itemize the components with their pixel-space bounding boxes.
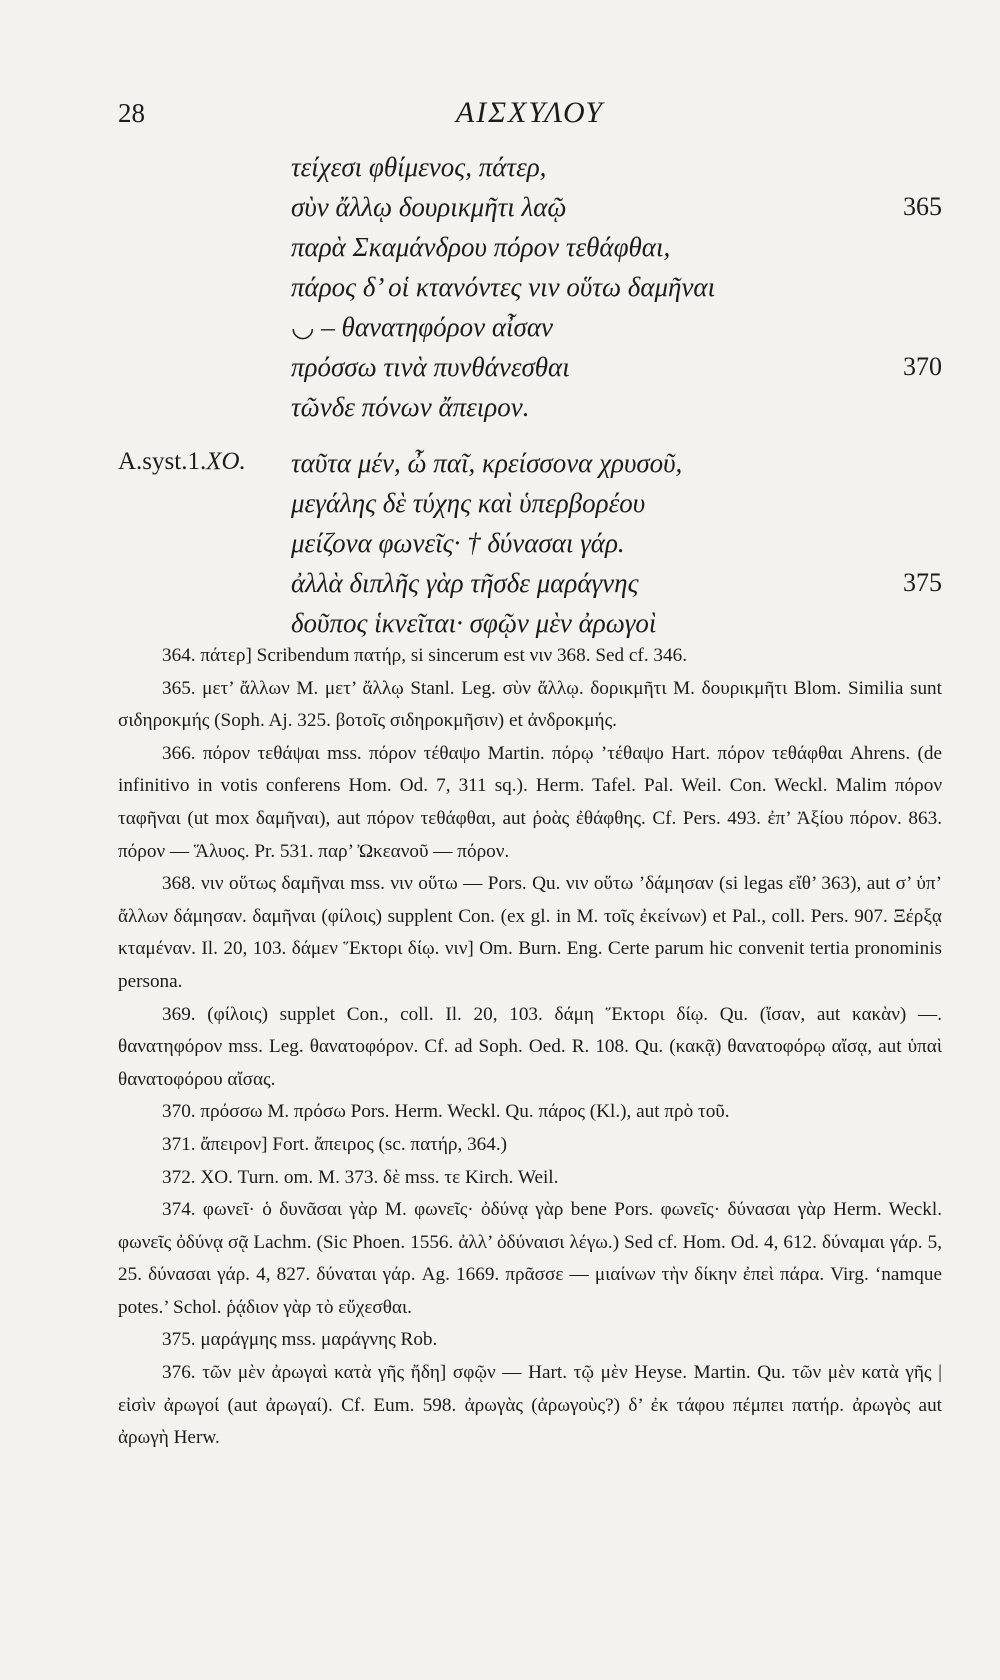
verse-text: μεγάλης δὲ τύχης καὶ ὑπερβορέου: [291, 488, 646, 518]
verse-text: τείχεσι φθίμενος, πάτερ,: [291, 152, 547, 182]
verse-text: ταῦτα μέν, ὦ παῖ, κρείσσονα χρυσοῦ,: [291, 448, 683, 478]
verse-text: τῶνδε πόνων ἄπειρον.: [291, 392, 530, 422]
apparatus-note: 364. πάτερ] Scribendum πατήρ, si sincerum est νιν 368. Sed cf. 346.: [162, 645, 687, 666]
system-marker: A.syst.1.: [118, 448, 207, 475]
verse-text: μείζονα φωνεῖς· † δύνασαι γάρ.: [291, 528, 625, 558]
verse-text: ἀλλὰ διπλῆς γὰρ τῆσδε μαράγνης: [291, 568, 639, 598]
verse-text: δοῦπος ἱκνεῖται· σφῷν μὲν ἀρωγοὶ: [291, 608, 657, 638]
verse-text: παρὰ Σκαμάνδρου πόρον τεθάφθαι,: [291, 232, 671, 262]
verse-line: [118, 352, 942, 392]
verse-text: σὺν ἄλλῳ δουρικμῆτι λαῷ: [291, 192, 567, 222]
running-title: ΑΙΣΧΥΛΟΥ: [455, 96, 605, 129]
line-number: 365: [903, 192, 942, 221]
apparatus-note: 371. ἄπειρον] Fort. ἄπειρος (sc. πατήρ, 364.): [162, 1133, 508, 1155]
verse-line: [118, 448, 942, 488]
apparatus-note: 372. ΧΟ. Turn. om. M. 373. δὲ mss. τε Kirch. Weil.: [162, 1166, 559, 1188]
verse-line: [118, 272, 942, 312]
line-number: 375: [903, 568, 942, 597]
apparatus-note: 368. νιν οὕτως δαμῆναι mss. νιν οὕτω — Pors. Qu. νιν οὕτω ’δάμησαν (si legas εἴθ’ 363), aut σ’ ὑπ’ ἄλλων δάμησαν. δαμῆναι (φίλοις) supplent Con. (ex gl. in M. τοῖς ἐκείνων) et Pal., coll. Pers. 907. Ξέρξᾳ κταμέναν. Il. 20, 103. δάμεν Ἕκτορι δίῳ. νιν] Om. Burn. Eng. Certe parum hic convenit tertia pronominis persona.: [118, 873, 942, 992]
page-number: 28: [118, 98, 145, 128]
apparatus-note: 375. μαράγμης mss. μαράγνης Rob.: [162, 1329, 438, 1351]
apparatus-note: 370. πρόσσω M. πρόσω Pors. Herm. Weckl. Qu. πάρος (Kl.), aut πρὸ τοῦ.: [162, 1101, 730, 1123]
page-header: [118, 98, 942, 138]
verse-line: [118, 568, 942, 608]
apparatus-note: 366. πόρον τεθάψαι mss. πόρον τέθαψο Martin. πόρῳ ’τέθαψο Hart. πόρον τεθάφθαι Ahrens. (de infinitivo in votis conferens Hom. Od. 7, 311 sq.). Herm. Tafel. Pal. Weil. Con. Weckl. Malim πόρον ταφῆναι (ut mox δαμῆναι), aut πόρον τεθάφθαι, aut ῥοὰς ἐθάφθης. Cf. Pers. 493. ἐπ’ Ἀξίου πόρον. 863. πόρον — Ἅλυος. Pr. 531. παρ’ Ὠκεανοῦ — πόρον.: [118, 742, 942, 862]
apparatus-note: 376. τῶν μὲν ἀρωγαὶ κατὰ γῆς ἤδη] σφῷν — Hart. τῷ μὲν Heyse. Martin. Qu. τῶν μὲν κατὰ γῆς | εἰσὶν ἀρωγοί (aut ἀρωγαί). Cf. Eum. 598. ἀρωγὰς (ἀρωγοὺς?) δ’ ἐκ τάφου πέμπει πατήρ. ἀρωγὸς aut ἀρωγὴ Herw.: [118, 1362, 942, 1449]
system-label: [118, 448, 246, 476]
verse-line: [118, 528, 942, 568]
apparatus-note: 365. μετ’ ἄλλων M. μετ’ ἄλλῳ Stanl. Leg. σὺν ἄλλῳ. δορικμῆτι M. δουρικμῆτι Blom. Similia sunt σιδηροκμής (Soph. Aj. 325. βοτοῖς σιδηροκμῆσιν) et ἀνδροκμής.: [118, 677, 942, 732]
verse-text: πάρος δ’ οἱ κτανόντες νιν οὕτω δαμῆναι: [291, 272, 716, 302]
verse-line: [118, 312, 942, 352]
verse-line: [118, 488, 942, 528]
apparatus-note: 369. (φίλοις) supplet Con., coll. Il. 20, 103. δάμη Ἕκτορι δίῳ. Qu. (ἴσαν, aut κακὰν) —. θανατηφόρον mss. Leg. θανατοφόρον. Cf. ad Soph. Oed. R. 108. Qu. (κακᾷ) θανατοφόρῳ αἴσᾳ, aut ὑπαὶ θανατοφόρου αἴσας.: [118, 1003, 942, 1090]
verse-block: [118, 152, 942, 648]
apparatus-note: 374. φωνεῖ· ὁ δυνᾶσαι γὰρ M. φωνεῖς· ὀδύνᾳ γὰρ bene Pors. φωνεῖς· δύνασαι γὰρ Herm. Weckl. φωνεῖς ὀδύνᾳ σᾷ Lachm. (Sic Phoen. 1556. ἀλλ’ ὀδύναισι λέγω.) Sed cf. Hom. Od. 4, 612. δύναμαι γάρ. 5, 25. δύνασαι γάρ. 4, 827. δύναται γάρ. Ag. 1669. πρᾶσσε — μιαίνων τὴν δίκην ἐπεὶ πάρα. Virg. ‘namque potes.’ Schol. ῥᾴδιον γὰρ τὸ εὔχεσθαι.: [118, 1199, 942, 1318]
line-number: 370: [903, 352, 942, 381]
verse-text: πρόσσω τινὰ πυνθάνεσθαι: [291, 352, 570, 382]
verse-line: [118, 192, 942, 232]
verse-text: ◡ – θανατηφόρον αἶσαν: [291, 312, 553, 342]
verse-line: [118, 152, 942, 192]
verse-line: [118, 232, 942, 272]
speaker-label: ΧΟ.: [206, 448, 246, 475]
verse-line: [118, 392, 942, 432]
critical-apparatus: [118, 640, 942, 1455]
